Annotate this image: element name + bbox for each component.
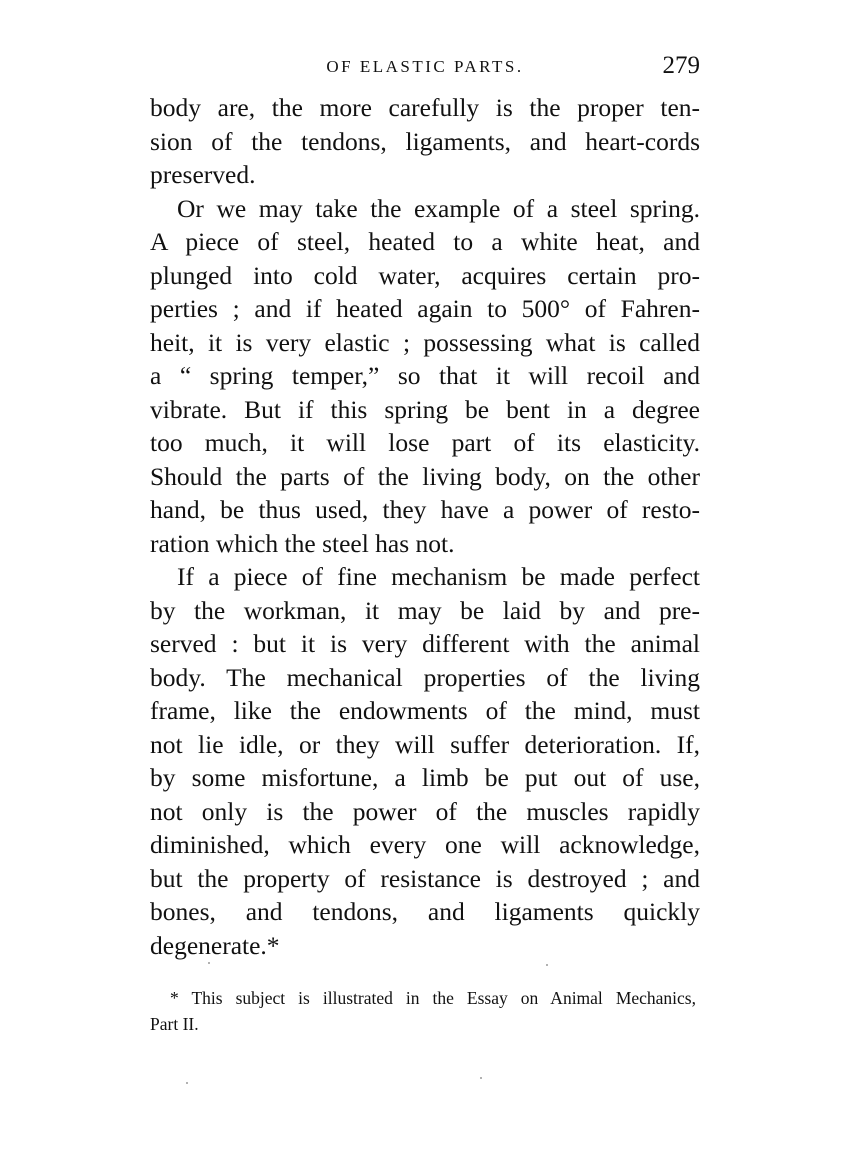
text-line: heit, it is very elastic ; possessing what is called — [150, 327, 700, 357]
text-line: body are, the more carefully is the proper ten- — [150, 93, 700, 122]
text-line: Should the parts of the living body, on the other — [150, 461, 700, 491]
text-line: by the workman, it may be laid by and pre- — [150, 595, 700, 625]
print-speck — [208, 962, 210, 964]
print-speck — [480, 1077, 482, 1079]
text-line: plunged into cold water, acquires certain pro- — [150, 260, 700, 290]
text-line: but the property of resistance is destroyed ; and — [150, 863, 700, 893]
footnote-line: * This subject is illustrated in the Essay on Animal Mechanics, — [170, 988, 696, 1008]
text-line: hand, be thus used, they have a power of resto- — [150, 495, 700, 524]
paragraph-continuation — [150, 91, 700, 192]
text-line: degenerate.* — [150, 930, 280, 960]
text-line: sion of the tendons, ligaments, and heart-cords — [150, 126, 700, 156]
paragraph-mechanism — [150, 560, 700, 962]
text-line: too much, it will lose part of its elasticity. — [150, 428, 700, 457]
text-line: diminished, which every one will acknowledge, — [150, 830, 700, 859]
text-line: bones, and tendons, and ligaments quickly — [150, 897, 700, 926]
text-line: not lie idle, or they will suffer deterioration. If, — [150, 729, 700, 759]
text-line: perties ; and if heated again to 500° of Fahren- — [150, 294, 700, 323]
running-title: OF ELASTIC PARTS. — [326, 57, 524, 76]
text-line: a “ spring temper,” so that it will recoil and — [150, 361, 700, 390]
text-line: by some misfortune, a limb be put out of use, — [150, 763, 700, 792]
text-line: A piece of steel, heated to a white heat, and — [150, 227, 700, 256]
text-line: Or we may take the example of a steel spring. — [177, 193, 700, 223]
print-speck — [186, 1082, 188, 1084]
page-number: 279 — [662, 52, 700, 79]
text-line: served : but it is very different with the animal — [150, 629, 700, 658]
text-line: If a piece of fine mechanism be made perfect — [177, 562, 700, 591]
text-line: vibrate. But if this spring be bent in a degree — [150, 394, 700, 424]
running-head — [150, 52, 700, 82]
paragraph-steel-spring — [150, 192, 700, 561]
footnote-line: Part II. — [150, 1014, 199, 1034]
text-line: not only is the power of the muscles rapidly — [150, 796, 700, 826]
print-speck — [546, 964, 548, 966]
body-text — [150, 91, 700, 962]
text-line: frame, like the endowments of the mind, must — [150, 696, 700, 725]
text-line: preserved. — [150, 160, 256, 189]
text-line: body. The mechanical properties of the living — [150, 662, 700, 692]
footnote — [150, 985, 696, 1037]
text-line: ration which the steel has not. — [150, 528, 455, 558]
